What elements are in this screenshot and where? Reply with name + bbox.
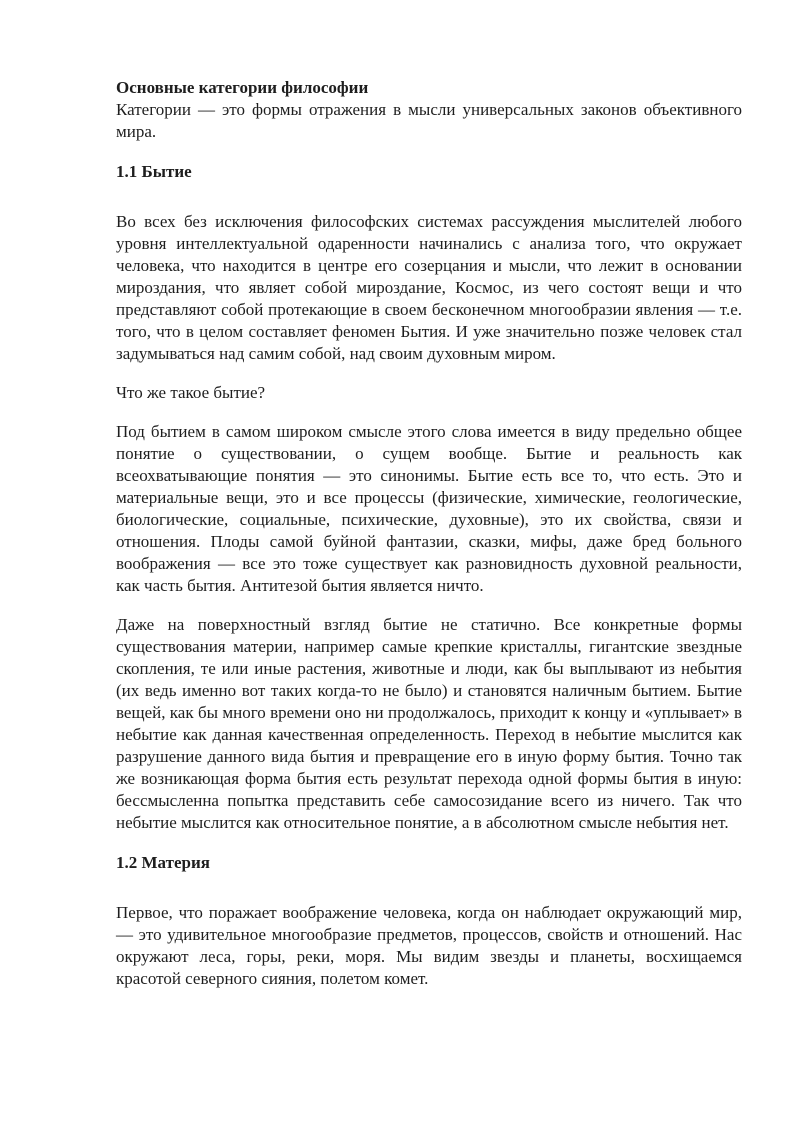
paragraph: Под бытием в самом широком смысле этого слова имеется в виду предельно общее понятие о существовании, о сущем вообще. Бытие и реальность как всеохватывающие понятия — это синонимы. Бытие есть все то, что есть. Это и материальные вещи, это и все процессы (физические, химические, геологические, биологические, социальные, психические, духовные), это их свойства, связи и отношения. Плоды самой буйной фантазии, сказки, мифы, даже бред больного воображения — все это тоже существует как разновидность духовной реальности, как часть бытия. Антитезой бытия является ничто.	[116, 422, 742, 595]
paragraph: Во всех без исключения философских системах рассуждения мыслителей любого уровня интеллектуальной одаренности начинались с анализа того, что окружает человека, что находится в центре его созерцания и мысли, что лежит в основании мироздания, что являет собой мироздание, Космос, из чего состоят вещи и что представляют собой протекающие в своем бесконечном многообразии явления — т.е. того, что в целом составляет феномен Бытия. И уже значительно позже человек стал задумываться над самим собой, над своим духовным миром.	[116, 212, 742, 363]
intro-paragraph: Категории — это формы отражения в мысли универсальных законов объективного мира.	[116, 100, 742, 141]
paragraph: Даже на поверхностный взгляд бытие не статично. Все конкретные формы существования материи, например самые крепкие кристаллы, гигантские звездные скопления, те или иные растения, животные и люди, как бы выплывают из небытия (их ведь именно вот таких когда-то не было) и становятся наличным бытием. Бытие вещей, как бы много времени оно ни продолжалось, приходит к концу и «уплывает» в небытие как данная качественная определенность. Переход в небытие мыслится как разрушение данного вида бытия и превращение его в иную форму бытия. Точно так же возникающая форма бытия есть результат перехода одной формы бытия в иную: бессмысленна попытка представить себе самосозидание всего из ничего. Так что небытие мыслится как относительное понятие, а в абсолютном смысле небытия нет.	[116, 615, 742, 832]
document-title: Основные категории философии	[116, 78, 369, 97]
section-heading-matter: 1.2 Материя	[116, 853, 210, 872]
paragraph-question: Что же такое бытие?	[116, 383, 266, 402]
paragraph: Первое, что поражает воображение человека, когда он наблюдает окружающий мир, — это удивительное многообразие предметов, процессов, свойств и отношений. Нас окружают леса, горы, реки, моря. Мы видим звезды и планеты, восхищаемся красотой северного сияния, полетом комет.	[116, 903, 742, 988]
document-body	[116, 77, 742, 990]
section-heading-being: 1.1 Бытие	[116, 162, 192, 181]
